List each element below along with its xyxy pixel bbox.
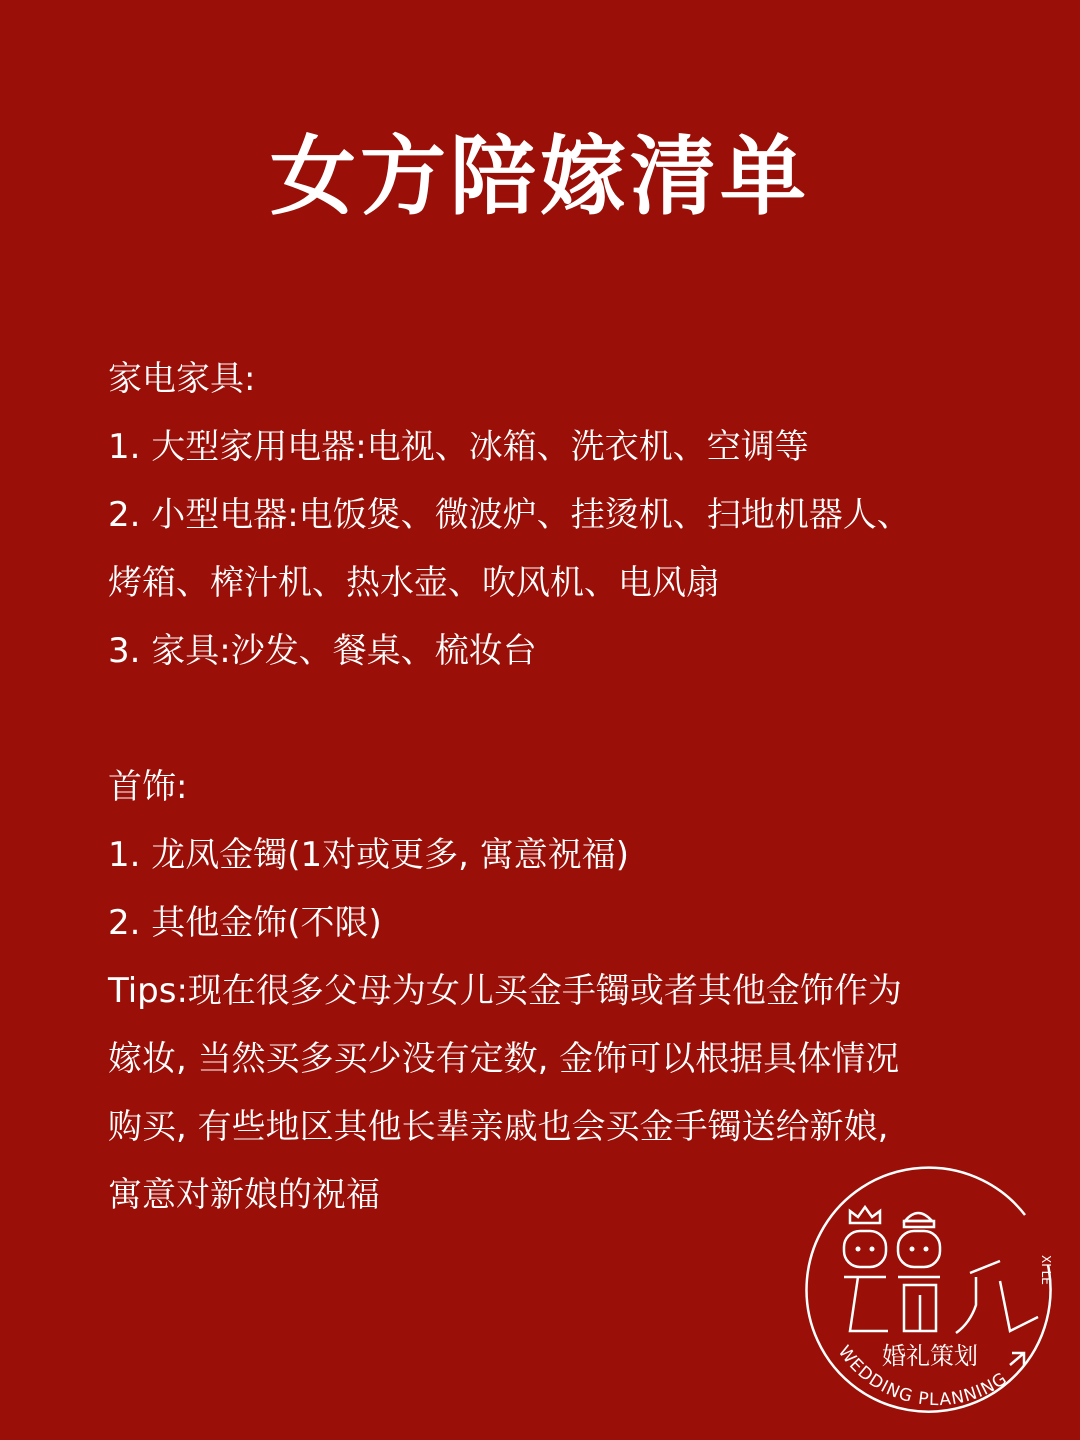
bride-groom-logo-icon [800, 1155, 1060, 1415]
brand-logo [800, 1155, 1060, 1415]
section-heading: 首饰: [108, 767, 188, 807]
tips-line: 寓意对新娘的祝福 [108, 1175, 380, 1215]
page-title: 女方陪嫁清单 [270, 127, 810, 227]
tips-line: 购买, 有些地区其他长辈亲戚也会买金手镯送给新娘, [108, 1107, 889, 1147]
list-item: 1. 龙凤金镯(1对或更多, 寓意祝福) [108, 835, 630, 875]
list-item: 3. 家具:沙发、餐桌、梳妆台 [108, 631, 537, 671]
tips-line: 嫁妆, 当然买多买少没有定数, 金饰可以根据具体情况 [108, 1039, 900, 1079]
section-gap [108, 685, 1028, 753]
logo-side-text: XI LE [1039, 1255, 1053, 1285]
logo-chinese-text: 婚礼策划 [882, 1342, 978, 1370]
section-heading: 家电家具: [108, 359, 256, 399]
list-item: 2. 其他金饰(不限) [108, 903, 382, 943]
content [108, 345, 1028, 1229]
tips-line: Tips:现在很多父母为女儿买金手镯或者其他金饰作为 [108, 971, 902, 1011]
list-item: 1. 大型家用电器:电视、冰箱、洗衣机、空调等 [108, 427, 809, 467]
list-item: 2. 小型电器:电饭煲、微波炉、挂烫机、扫地机器人、 [108, 495, 911, 535]
logo-english-text: WEDDING PLANNING [833, 1342, 1012, 1411]
list-item: 烤箱、榨汁机、热水壶、吹风机、电风扇 [108, 563, 720, 603]
